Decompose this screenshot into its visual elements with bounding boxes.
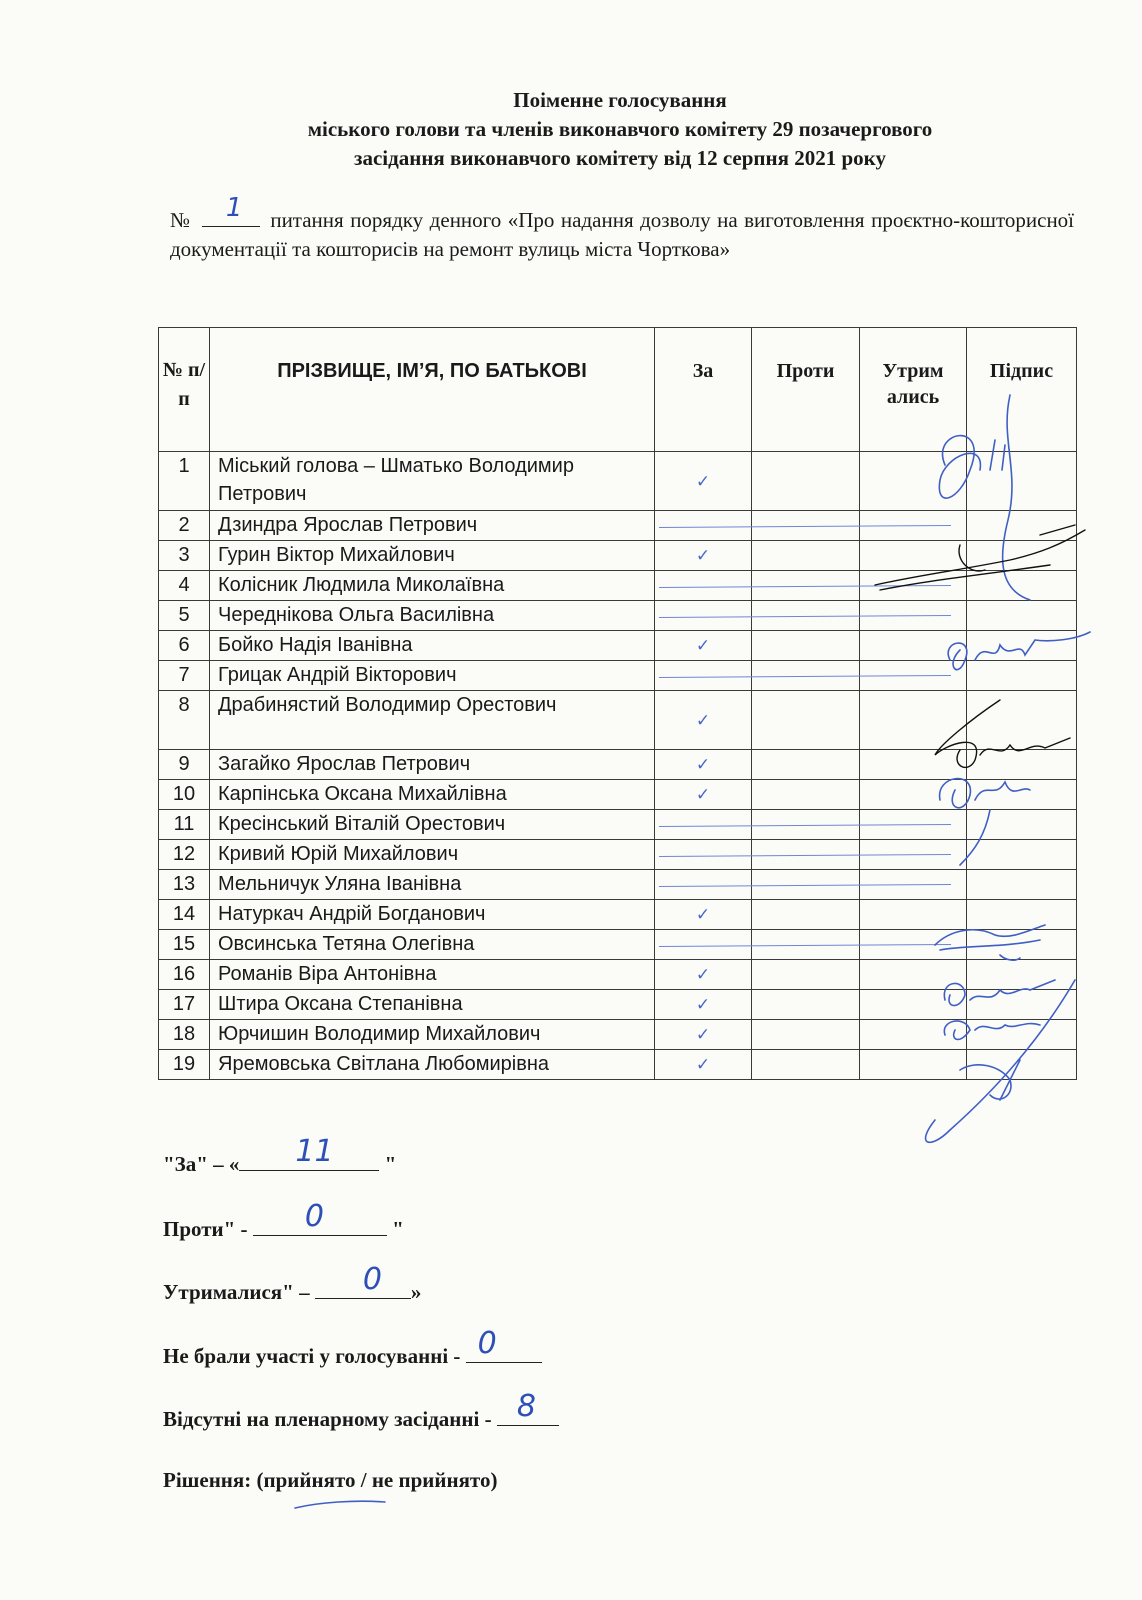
row-number: 8	[159, 691, 210, 750]
table-row	[159, 1020, 1077, 1050]
summary-for-label: "За" – «	[163, 1152, 240, 1176]
question-text: питання порядку денного «Про надання дозволу на виготовлення проєктно-кошторисної документації та кошторисів на ремонт вулиць міста Чорткова»	[170, 208, 1075, 261]
row-signature	[967, 900, 1077, 930]
row-signature	[967, 930, 1077, 960]
row-vote-for	[655, 990, 752, 1020]
row-signature	[967, 870, 1077, 900]
check-mark-icon: ✓	[695, 785, 711, 805]
row-full-name: Міський голова – Шматько Володимир Петрович	[210, 452, 655, 511]
check-mark-icon: ✓	[695, 636, 711, 656]
table-row	[159, 780, 1077, 810]
row-signature	[967, 571, 1077, 601]
row-number: 7	[159, 661, 210, 691]
row-vote-abstained	[860, 960, 967, 990]
row-signature	[967, 810, 1077, 840]
row-full-name: Кривий Юрій Михайлович	[210, 840, 655, 870]
summary-for-blank	[239, 1134, 379, 1171]
row-full-name: Карпінська Оксана Михайлівна	[210, 780, 655, 810]
summary-abstained-label: Утрималися" –	[163, 1280, 315, 1304]
row-vote-abstained	[860, 990, 967, 1020]
row-number: 5	[159, 601, 210, 631]
row-number: 2	[159, 511, 210, 541]
summary-for-close: "	[379, 1152, 397, 1176]
check-mark-icon: ✓	[695, 965, 711, 985]
row-vote-against	[752, 960, 860, 990]
table-row	[159, 840, 1077, 870]
table-row	[159, 541, 1077, 571]
table-row	[159, 571, 1077, 601]
row-vote-for	[655, 1050, 752, 1080]
row-full-name: Грицак Андрій Вікторович	[210, 661, 655, 691]
title-line-1: Поіменне голосування	[513, 88, 727, 112]
table-row	[159, 960, 1077, 990]
row-full-name: Мельничук Уляна Іванівна	[210, 870, 655, 900]
summary-against-blank	[253, 1199, 387, 1236]
check-mark-icon: ✓	[695, 546, 711, 566]
row-vote-for	[655, 900, 752, 930]
title-line-3: засідання виконавчого комітету від 12 серпня 2021 року	[354, 146, 886, 170]
check-mark-icon: ✓	[695, 471, 711, 492]
row-number: 1	[159, 452, 210, 511]
document-title	[150, 86, 1090, 173]
roll-call-table	[158, 327, 1077, 1080]
table-row	[159, 810, 1077, 840]
question-number-sign: №	[170, 208, 192, 232]
table-row	[159, 900, 1077, 930]
check-mark-icon: ✓	[695, 1055, 711, 1075]
row-full-name: Натуркач Андрій Богданович	[210, 900, 655, 930]
row-full-name: Яремовська Світлана Любомирівна	[210, 1050, 655, 1080]
row-vote-against	[752, 631, 860, 661]
row-vote-for	[655, 840, 752, 870]
row-vote-against	[752, 990, 860, 1020]
row-full-name: Драбинястий Володимир Орестович	[210, 691, 655, 750]
summary-not-voted-label: Не брали участі у голосуванні -	[163, 1344, 466, 1368]
table-row	[159, 750, 1077, 780]
row-signature	[967, 750, 1077, 780]
row-vote-against	[752, 780, 860, 810]
check-mark-icon: ✓	[695, 995, 711, 1015]
row-number: 18	[159, 1020, 210, 1050]
summary-absent	[163, 1389, 559, 1432]
row-vote-against	[752, 1050, 860, 1080]
row-vote-abstained	[860, 750, 967, 780]
summary-against-close: "	[386, 1217, 404, 1241]
row-signature	[967, 840, 1077, 870]
row-vote-for	[655, 960, 752, 990]
row-number: 14	[159, 900, 210, 930]
row-vote-against	[752, 750, 860, 780]
row-full-name: Гурин Віктор Михайлович	[210, 541, 655, 571]
row-full-name: Дзиндра Ярослав Петрович	[210, 511, 655, 541]
row-signature	[967, 1050, 1077, 1080]
row-vote-against	[752, 452, 860, 511]
row-signature	[967, 452, 1077, 511]
header-abstained: Утрим ались	[860, 328, 967, 452]
row-full-name: Бойко Надія Іванівна	[210, 631, 655, 661]
table-row	[159, 930, 1077, 960]
row-vote-against	[752, 1020, 860, 1050]
row-vote-for	[655, 601, 752, 631]
row-vote-for	[655, 452, 752, 511]
row-vote-for	[655, 930, 752, 960]
row-signature	[967, 691, 1077, 750]
summary-absent-value: 8	[516, 1389, 536, 1424]
header-full-name: ПРІЗВИЩЕ, ІМ’Я, ПО БАТЬКОВІ	[210, 328, 655, 452]
check-mark-icon: ✓	[695, 1025, 711, 1045]
row-vote-abstained	[860, 691, 967, 750]
title-line-2: міського голови та членів виконавчого комітету 29 позачергового	[307, 117, 933, 141]
row-number: 3	[159, 541, 210, 571]
row-vote-for	[655, 631, 752, 661]
row-number: 12	[159, 840, 210, 870]
row-full-name: Загайко Ярослав Петрович	[210, 750, 655, 780]
row-vote-abstained	[860, 1020, 967, 1050]
row-vote-for	[655, 511, 752, 541]
header-against: Проти	[752, 328, 860, 452]
summary-against-label: Проти" -	[163, 1217, 253, 1241]
check-mark-icon: ✓	[695, 905, 711, 925]
row-full-name: Овсинська Тетяна Олегівна	[210, 930, 655, 960]
table-row	[159, 1050, 1077, 1080]
summary-abstained-blank	[315, 1262, 411, 1299]
row-signature	[967, 990, 1077, 1020]
row-full-name: Романів Віра Антонівна	[210, 960, 655, 990]
row-vote-for	[655, 571, 752, 601]
table-row	[159, 870, 1077, 900]
summary-abstained	[163, 1262, 422, 1305]
table-row	[159, 631, 1077, 661]
summary-decision-label: Рішення: (прийнято / не прийнято)	[163, 1468, 498, 1492]
row-number: 4	[159, 571, 210, 601]
question-number-handwritten: 1	[225, 193, 243, 223]
check-mark-icon: ✓	[695, 710, 711, 731]
row-vote-for	[655, 1020, 752, 1050]
row-number: 11	[159, 810, 210, 840]
table-row	[159, 452, 1077, 511]
row-number: 10	[159, 780, 210, 810]
table-row	[159, 511, 1077, 541]
table-row	[159, 661, 1077, 691]
row-full-name: Штира Оксана Степанівна	[210, 990, 655, 1020]
row-vote-abstained	[860, 452, 967, 511]
row-number: 9	[159, 750, 210, 780]
table-body	[159, 452, 1077, 1080]
question-number-blank	[202, 193, 260, 227]
row-signature	[967, 661, 1077, 691]
row-number: 17	[159, 990, 210, 1020]
row-vote-for	[655, 810, 752, 840]
summary-abstained-close: »	[410, 1280, 422, 1304]
summary-not-voted-blank	[466, 1326, 542, 1363]
summary-absent-label: Відсутні на пленарному засіданні -	[163, 1407, 497, 1431]
row-vote-against	[752, 541, 860, 571]
row-vote-against	[752, 691, 860, 750]
row-full-name: Кресінський Віталій Орестович	[210, 810, 655, 840]
check-mark-icon: ✓	[695, 755, 711, 775]
summary-against	[163, 1199, 404, 1242]
row-vote-abstained	[860, 541, 967, 571]
table-row	[159, 601, 1077, 631]
row-full-name: Череднікова Ольга Василівна	[210, 601, 655, 631]
row-signature	[967, 631, 1077, 661]
summary-absent-blank	[497, 1389, 559, 1426]
row-vote-for	[655, 541, 752, 571]
table-header-row	[159, 328, 1077, 452]
header-for: За	[655, 328, 752, 452]
row-signature	[967, 780, 1077, 810]
row-number: 19	[159, 1050, 210, 1080]
summary-decision	[163, 1468, 497, 1493]
row-number: 16	[159, 960, 210, 990]
row-number: 6	[159, 631, 210, 661]
row-vote-for	[655, 780, 752, 810]
row-vote-abstained	[860, 780, 967, 810]
row-vote-abstained	[860, 900, 967, 930]
row-signature	[967, 601, 1077, 631]
summary-against-value: 0	[304, 1199, 324, 1234]
row-signature	[967, 1020, 1077, 1050]
row-signature	[967, 511, 1077, 541]
row-vote-for	[655, 691, 752, 750]
agenda-question	[170, 193, 1075, 264]
summary-for-value: 11	[295, 1134, 334, 1169]
row-number: 15	[159, 930, 210, 960]
row-vote-for	[655, 870, 752, 900]
row-vote-for	[655, 750, 752, 780]
table-row	[159, 990, 1077, 1020]
row-full-name: Колісник Людмила Миколаївна	[210, 571, 655, 601]
header-number: № п/ п	[159, 328, 210, 452]
summary-not-voted-value: 0	[477, 1326, 497, 1361]
row-vote-abstained	[860, 1050, 967, 1080]
summary-not-voted	[163, 1326, 542, 1369]
row-vote-abstained	[860, 631, 967, 661]
row-signature	[967, 960, 1077, 990]
table-row	[159, 691, 1077, 750]
row-number: 13	[159, 870, 210, 900]
header-signature: Підпис	[967, 328, 1077, 452]
row-full-name: Юрчишин Володимир Михайлович	[210, 1020, 655, 1050]
row-vote-against	[752, 900, 860, 930]
summary-for	[163, 1134, 397, 1177]
row-signature	[967, 541, 1077, 571]
row-vote-for	[655, 661, 752, 691]
summary-abstained-value: 0	[362, 1262, 382, 1297]
decision-underline	[295, 1501, 385, 1508]
